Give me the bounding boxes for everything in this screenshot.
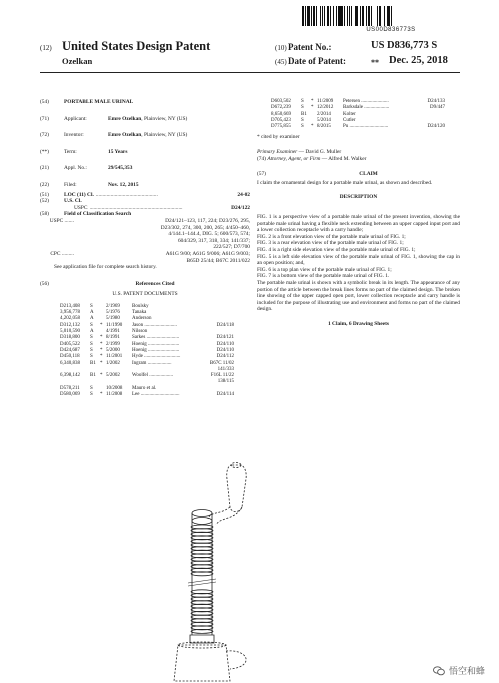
reference-cell: D24/112 bbox=[216, 354, 234, 360]
reference-cell: * bbox=[100, 335, 103, 341]
chat-bubble-icon bbox=[433, 666, 445, 676]
classification-line: D24/121–123, 117, 224; D23/276, 295, bbox=[165, 217, 250, 224]
field-code: (**) bbox=[40, 148, 49, 155]
left-column bbox=[40, 99, 250, 398]
reference-cell: 6,398,142 bbox=[60, 373, 80, 379]
patent-date: Dec. 25, 2018 bbox=[389, 55, 448, 66]
reference-cell: D24/114 bbox=[216, 392, 234, 398]
reference-cell: 2/1969 bbox=[106, 303, 120, 309]
reference-cell: D672,239 bbox=[271, 105, 291, 111]
reference-cell: Lee ............................... bbox=[132, 392, 180, 398]
examiner-name: David G. Muller bbox=[305, 149, 342, 156]
reference-cell: 11/2008 bbox=[106, 392, 123, 398]
reference-cell: D24/110 bbox=[216, 341, 234, 347]
reference-cell: 8/1991 bbox=[106, 335, 120, 341]
reference-cell: D405,522 bbox=[60, 341, 80, 347]
receptacle-outline bbox=[174, 642, 246, 681]
reference-cell: 5,010,590 bbox=[60, 329, 80, 335]
field-search bbox=[40, 211, 250, 218]
description-heading: DESCRIPTION bbox=[339, 194, 378, 201]
reference-cell: * bbox=[311, 124, 314, 130]
term-value: 15 Years bbox=[108, 148, 128, 155]
reference-cell: Ingram ................... bbox=[132, 360, 172, 366]
document-title: United States Design Patent bbox=[62, 39, 211, 53]
loc-label: LOC (11) Cl. bbox=[64, 191, 94, 198]
reference-cell: D9/447 bbox=[430, 105, 445, 111]
reference-cell: S bbox=[90, 303, 93, 309]
inventor-field bbox=[40, 132, 250, 139]
attorney-label: Attorney, Agent, or Firm bbox=[267, 155, 321, 162]
loc-value: 24-02 bbox=[237, 191, 250, 198]
reference-cell: D312,132 bbox=[60, 322, 80, 328]
uspc-leader: ..................................................................... bbox=[89, 204, 183, 211]
reference-cell: D24/118 bbox=[216, 322, 234, 328]
description-paragraph: The portable male urinal is shown with a symbolic break in its length. The appearance of any portion of the article between the break lines forms no part of the claimed design. The broken line showing of the upper capped open port, lower collection receptacle and carry handle is included for the purpose of illustrating use and environment and forms no part of the claimed design. bbox=[257, 279, 460, 313]
reference-cell: * bbox=[311, 105, 314, 111]
reference-cell: B1 bbox=[90, 373, 96, 379]
reference-cell: * bbox=[100, 347, 103, 353]
classification-line: B65D 25/44; B67C 2011/022 bbox=[186, 257, 250, 264]
urinal-drawing bbox=[150, 455, 270, 683]
field-code: (58) bbox=[40, 211, 49, 218]
uspc-label: USPC bbox=[74, 204, 88, 211]
reference-cell: 4/1991 bbox=[106, 329, 120, 335]
reference-row bbox=[60, 392, 234, 398]
reference-cell: * bbox=[100, 360, 103, 366]
inventor-label: Inventor: bbox=[64, 132, 84, 139]
reference-cell: D24/120 bbox=[427, 124, 445, 130]
examiner-line: Primary Examiner — David G. Muller bbox=[257, 149, 342, 156]
kind-code: (12) bbox=[40, 44, 52, 52]
reference-cell: S bbox=[90, 341, 93, 347]
field-uspc-lines bbox=[77, 218, 250, 251]
reference-cell: Petersen ...................... bbox=[343, 99, 389, 104]
reference-cell: A bbox=[90, 329, 94, 335]
reference-cell: D775,855 bbox=[271, 124, 291, 130]
term-field bbox=[40, 149, 250, 156]
field-uspc-label: USPC ....... bbox=[49, 217, 74, 224]
reference-cell: * bbox=[100, 373, 103, 379]
date-label: Date of Patent: bbox=[288, 56, 346, 66]
reference-cell: Hyde ............................. bbox=[132, 354, 181, 360]
reference-cell: Boulsky bbox=[132, 303, 149, 309]
watermark-text: 悟空和蜂 bbox=[448, 667, 485, 677]
field-uspc bbox=[40, 218, 250, 251]
description-paragraph: FIG. 3 is a rear elevation view of the portable male urinal of FIG. 1; bbox=[257, 240, 404, 247]
reference-cell: S bbox=[301, 105, 304, 111]
reference-cell: B1 bbox=[90, 360, 96, 366]
reference-cell: Sarkes .......................... bbox=[132, 335, 180, 341]
corrugated-neck bbox=[191, 525, 213, 633]
field-cpc-lines bbox=[77, 251, 250, 264]
field-code: (72) bbox=[40, 132, 49, 139]
reference-cell: * bbox=[100, 392, 103, 398]
cap-outline bbox=[208, 463, 246, 526]
classification-line: A61G 9/00; A61G 9/006; A61G 9/003; bbox=[165, 250, 250, 257]
attorney-name: Alfred M. Walker bbox=[328, 155, 367, 162]
reference-cell: Woolfel ................... bbox=[132, 373, 173, 379]
reference-cell: Kolter bbox=[343, 111, 356, 117]
reference-cell: 10/2008 bbox=[106, 385, 123, 391]
reference-cell: Nilsson bbox=[132, 329, 148, 335]
description-paragraph: FIG. 5 is a left side elevation view of the portable male urinal of FIG. 1, showing the cap in an open position; and, bbox=[257, 253, 460, 267]
uscl-label: U.S. Cl. bbox=[64, 198, 82, 205]
reference-cell: Anderson bbox=[132, 316, 152, 322]
watermark bbox=[433, 664, 485, 677]
filed-field bbox=[40, 182, 250, 189]
classification-line: D23/302, 274, 300, 200, 265; 4/450–460, bbox=[160, 224, 250, 231]
reference-cell: A bbox=[90, 310, 94, 316]
reference-cell: D213,408 bbox=[60, 303, 80, 309]
date-code: (45) bbox=[275, 58, 287, 66]
description-paragraph: FIG. 7 is a bottom view of the portable male urinal of FIG. 1. bbox=[257, 273, 390, 280]
claim-heading: CLAIM bbox=[359, 171, 378, 178]
reference-cell: D603,502 bbox=[271, 99, 291, 104]
classification-line: 604/329, 317, 318, 334; 141/337; bbox=[177, 237, 250, 244]
reference-cell: 8,650,669 bbox=[271, 111, 291, 117]
reference-cell: 5/2014 bbox=[317, 117, 331, 123]
appl-label: Appl. No.: bbox=[64, 165, 87, 172]
title-field bbox=[40, 99, 250, 106]
us-docs-heading: U.S. PATENT DOCUMENTS bbox=[112, 291, 178, 298]
field-cpc-label: CPC ......... bbox=[50, 250, 74, 257]
field-code: (54) bbox=[40, 99, 49, 105]
field-cpc bbox=[40, 251, 250, 264]
reference-cell: S bbox=[90, 322, 93, 328]
reference-cell: 11/2009 bbox=[317, 99, 334, 104]
cited-note: * cited by examiner bbox=[257, 134, 300, 141]
reference-cell: * bbox=[311, 99, 314, 104]
reference-cell: B67C 11/02 bbox=[209, 360, 234, 366]
reference-cell: 1/2002 bbox=[106, 360, 120, 366]
reference-cell: S bbox=[301, 117, 304, 123]
reference-cell: 11/1990 bbox=[106, 322, 123, 328]
reference-cell: Tanaka bbox=[132, 310, 147, 316]
reference-cell: A bbox=[90, 316, 94, 322]
reference-cell: 6,340,838 bbox=[60, 360, 80, 366]
reference-cell: 4,202,058 bbox=[60, 316, 80, 322]
reference-cell: Pu ............................... bbox=[343, 124, 389, 130]
reference-cell: D424,687 bbox=[60, 347, 80, 353]
header-rule bbox=[40, 72, 460, 73]
reference-cell: 3,956,778 bbox=[60, 310, 80, 316]
loc-field bbox=[40, 192, 250, 199]
reference-cell: Barksdale .................... bbox=[343, 105, 390, 111]
reference-cell: Cutler bbox=[343, 117, 356, 123]
reference-cell: D705,423 bbox=[271, 117, 291, 123]
reference-cell: B1 bbox=[301, 111, 307, 117]
reference-cell: 138/115 bbox=[217, 379, 234, 385]
reference-cell: * bbox=[100, 341, 103, 347]
reference-cell: S bbox=[301, 124, 304, 130]
patent-barcode bbox=[302, 6, 480, 26]
search-history-note: See application file for complete search history. bbox=[54, 264, 157, 271]
reference-table bbox=[60, 304, 234, 398]
invention-title: PORTABLE MALE URINAL bbox=[64, 99, 134, 105]
classification-line: 222/527; D7/700 bbox=[213, 244, 250, 251]
reference-cell: Hoenig ......................... bbox=[132, 341, 180, 347]
reference-cell: Hoenig ......................... bbox=[132, 347, 180, 353]
field-code: (51) bbox=[40, 191, 49, 198]
reference-cell: D450,118 bbox=[60, 354, 80, 360]
barcode-number: US00D836773S bbox=[366, 27, 416, 33]
field-code: (56) bbox=[40, 280, 49, 287]
field-code: (21) bbox=[40, 165, 49, 172]
reference-cell: 12/2012 bbox=[317, 105, 334, 111]
classification-line: 4/144.1–144.4, DIG. 5; 600/573, 574; bbox=[168, 231, 250, 238]
references-heading: References Cited bbox=[135, 280, 175, 287]
claim-heading-row bbox=[257, 171, 460, 178]
reference-cell: F16L 11/22 bbox=[210, 373, 234, 379]
description-paragraph: FIG. 4 is a right side elevation view of the portable male urinal of FIG. 1; bbox=[257, 247, 416, 254]
uspc-value: D24/122 bbox=[231, 204, 250, 211]
reference-cell: 5/2000 bbox=[106, 347, 120, 353]
reference-table-continued bbox=[271, 99, 445, 130]
claim-text: I claim the ornamental design for a portable male urinal, as shown and described. bbox=[257, 179, 433, 186]
uspc-field bbox=[40, 205, 250, 212]
reference-cell: 8/2015 bbox=[317, 124, 331, 130]
description-paragraph: FIG. 2 is a front elevation view of the portable male urinal of FIG. 1; bbox=[257, 233, 406, 240]
reference-cell: D24/133 bbox=[427, 99, 445, 104]
reference-cell: D24/110 bbox=[216, 347, 234, 353]
reference-cell: S bbox=[90, 347, 93, 353]
reference-cell: Mauro et al. bbox=[132, 385, 157, 391]
applicant-label: Applicant: bbox=[64, 115, 87, 122]
reference-cell: S bbox=[90, 354, 93, 360]
reference-cell: 141/333 bbox=[217, 366, 234, 372]
reference-cell: 11/2001 bbox=[106, 354, 123, 360]
reference-cell: 5/1976 bbox=[106, 310, 120, 316]
reference-cell: 2/1999 bbox=[106, 341, 120, 347]
term-label: Term: bbox=[64, 148, 77, 155]
filed-value: Nov. 12, 2015 bbox=[108, 181, 139, 188]
date-marker: ** bbox=[371, 58, 379, 67]
inventor-value: Emre Ozelkan, Plainview, NY (US) bbox=[108, 132, 188, 139]
right-column bbox=[257, 99, 460, 328]
reference-cell: D318,800 bbox=[60, 335, 80, 341]
header-inventor: Ozelkan bbox=[62, 56, 93, 66]
patent-no-label: Patent No.: bbox=[288, 42, 332, 52]
patent-no-code: (10) bbox=[275, 44, 287, 52]
reference-cell: 5/1980 bbox=[106, 316, 120, 322]
field-code: (52) bbox=[40, 198, 49, 205]
reference-cell: D578,211 bbox=[60, 385, 80, 391]
field-code: (57) bbox=[257, 171, 266, 178]
field-search-label: Field of Classification Search bbox=[64, 211, 132, 218]
examiner-label: Primary Examiner bbox=[257, 149, 298, 156]
loc-leader: .............................................. bbox=[95, 191, 158, 198]
field-code: (71) bbox=[40, 115, 49, 122]
applicant-field bbox=[40, 116, 250, 123]
field-code: (74) bbox=[257, 155, 266, 162]
reference-cell: Jason .......................... bbox=[132, 322, 177, 328]
reference-cell: S bbox=[90, 335, 93, 341]
description-paragraph: FIG. 1 is a perspective view of a portable male urinal of the present invention, showing the portable male urinal having a flexible neck extending between an upper capped input port and a lower collection receptacle with a carry handle; bbox=[257, 214, 460, 234]
applicant-value: Emre Ozelkan, Plainview, NY (US) bbox=[108, 115, 188, 122]
reference-cell: S bbox=[301, 99, 304, 104]
description-body bbox=[257, 214, 460, 313]
appl-field bbox=[40, 165, 250, 172]
filed-label: Filed: bbox=[64, 181, 77, 188]
attorney-line: (74) Attorney, Agent, or Firm — Alfred M. Walker bbox=[257, 155, 367, 162]
reference-cell: D580,069 bbox=[60, 392, 80, 398]
field-code: (22) bbox=[40, 181, 49, 188]
claims-drawings-count: 1 Claim, 6 Drawing Sheets bbox=[328, 320, 389, 327]
reference-cell: S bbox=[90, 385, 93, 391]
reference-cell: * bbox=[100, 322, 103, 328]
uscl-field bbox=[40, 198, 250, 205]
reference-cell: 5/2002 bbox=[106, 373, 120, 379]
appl-value: 29/545,353 bbox=[108, 165, 133, 172]
references-field bbox=[40, 281, 250, 288]
reference-cell: * bbox=[100, 354, 103, 360]
reference-row bbox=[271, 124, 445, 130]
reference-cell: D24/121 bbox=[216, 335, 234, 341]
reference-cell: 2/2014 bbox=[317, 111, 331, 117]
reference-cell: S bbox=[90, 392, 93, 398]
patent-number: US D836,773 S bbox=[371, 40, 438, 51]
description-paragraph: FIG. 6 is a top plan view of the portable male urinal of FIG. 1; bbox=[257, 266, 392, 273]
